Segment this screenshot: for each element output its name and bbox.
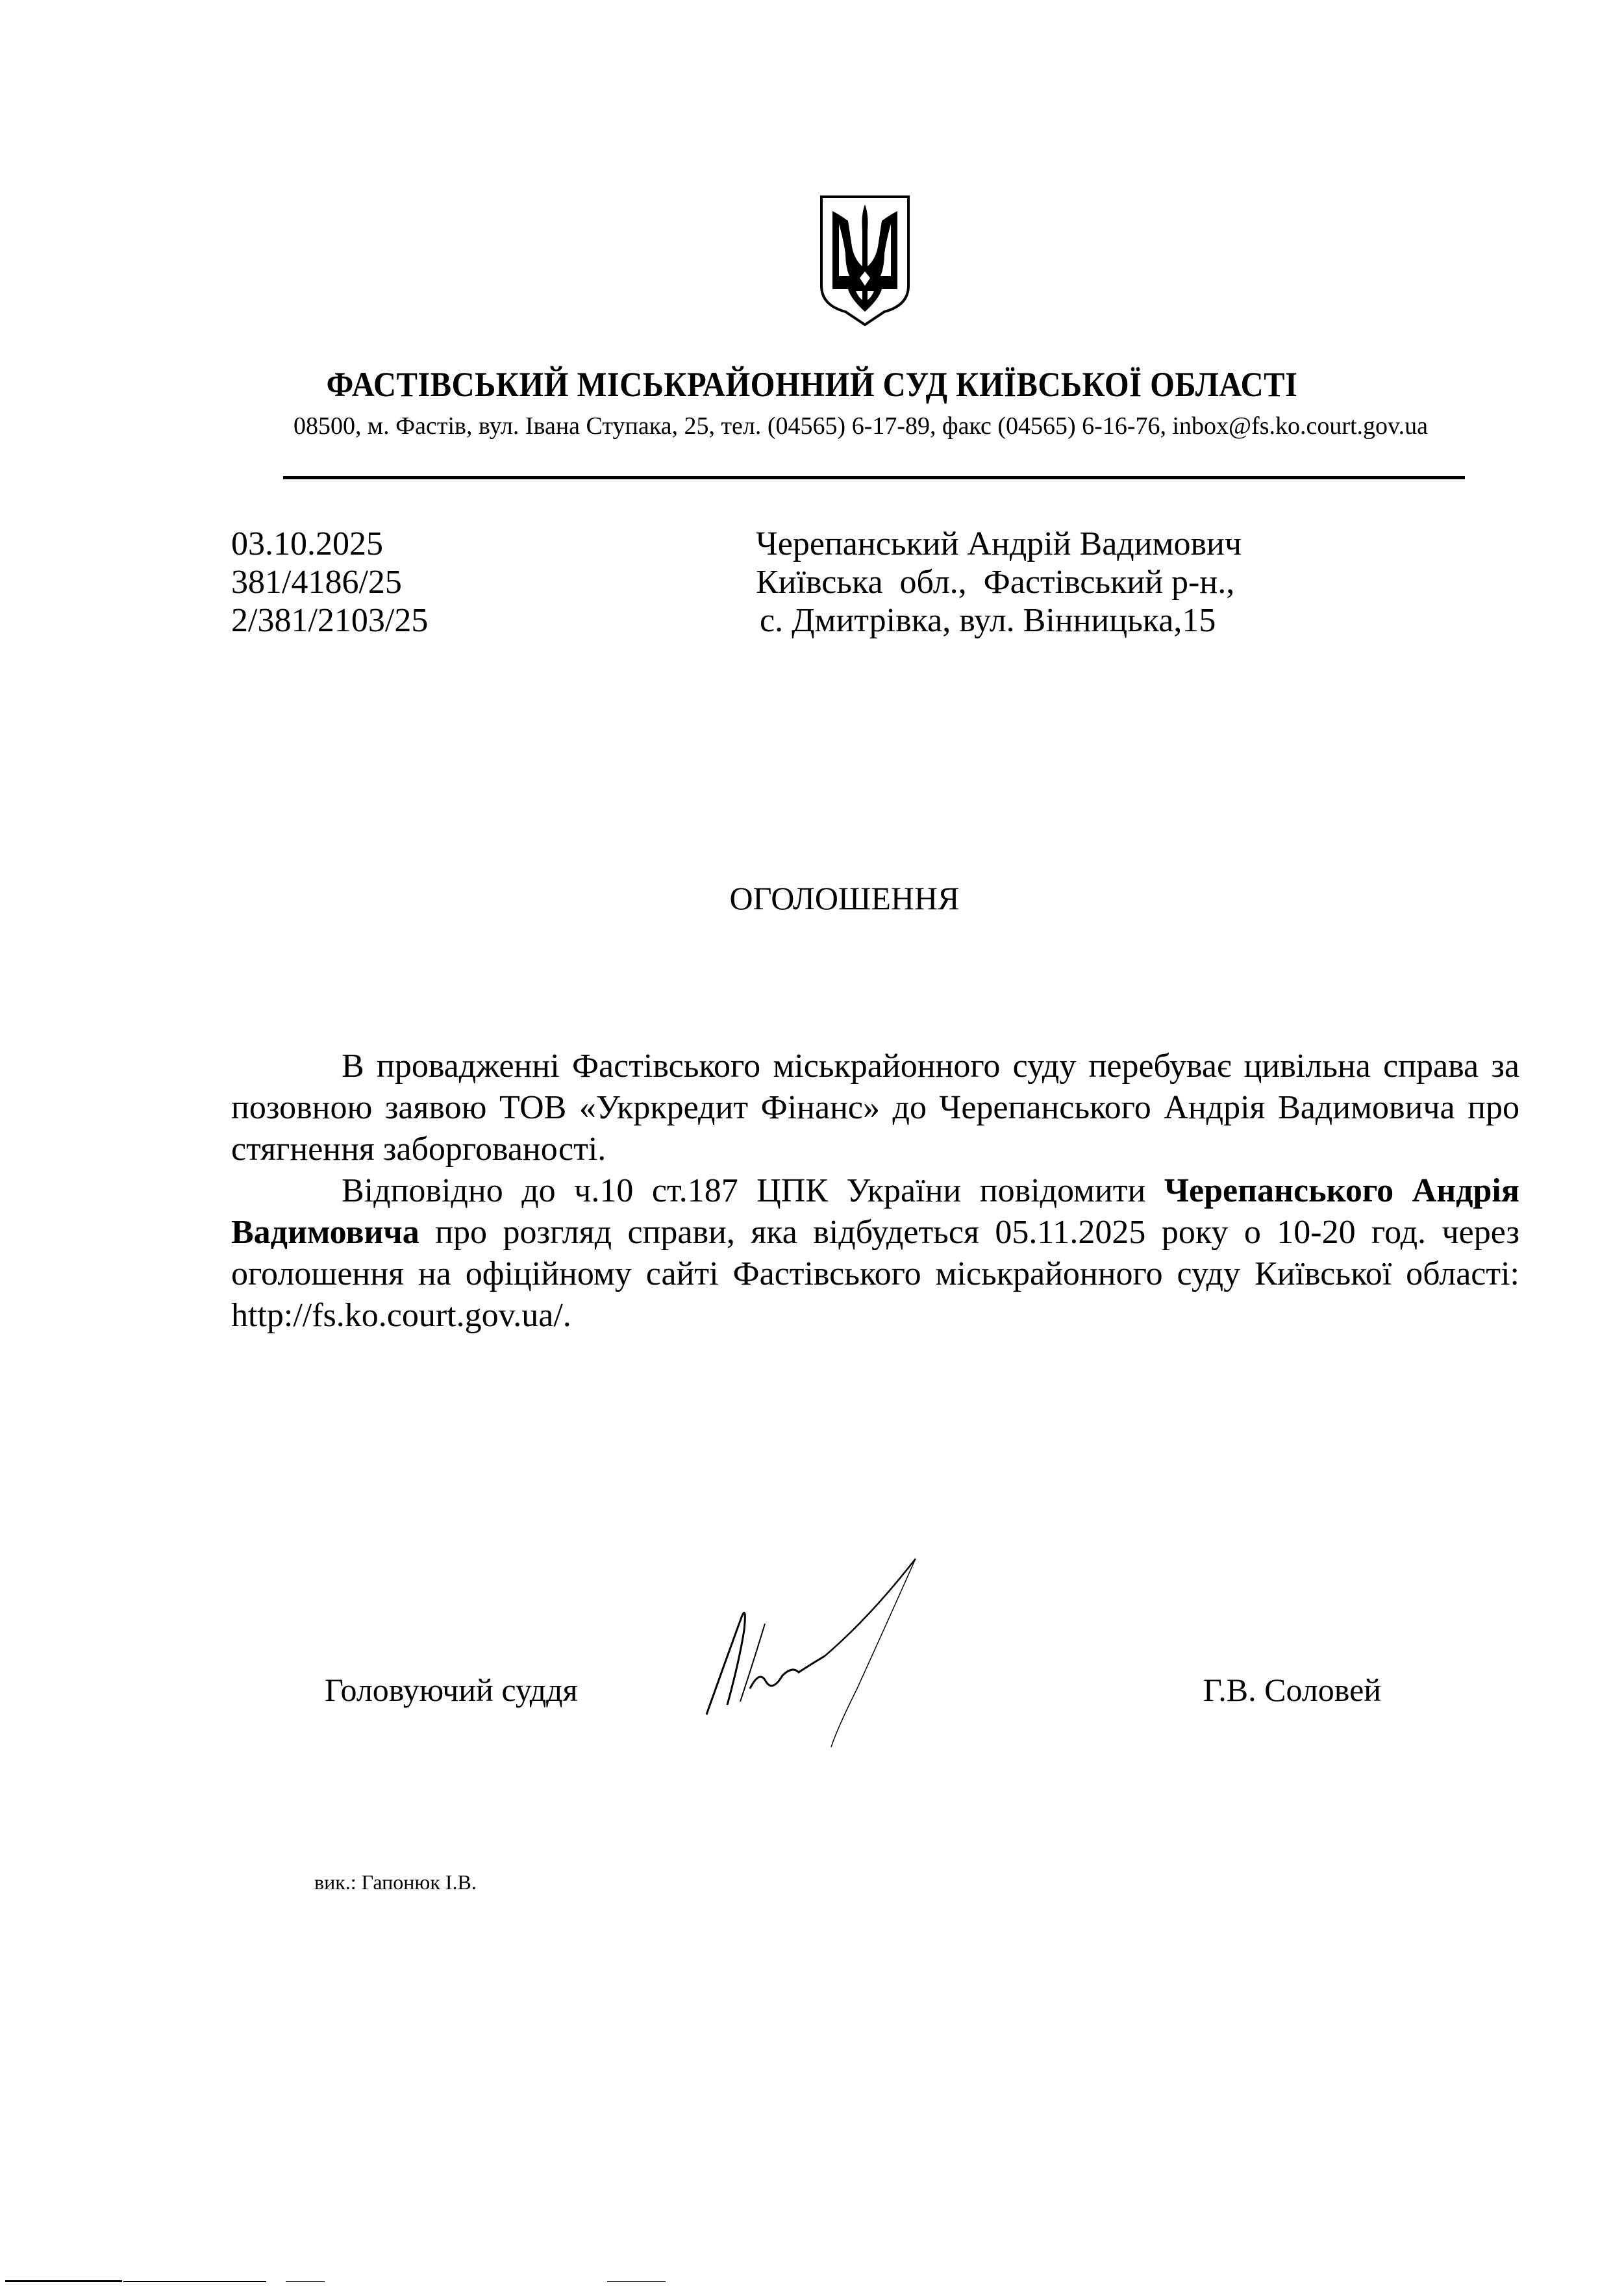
scan-artifact-lines [0,2280,779,2283]
outgoing-number: 381/4186/25 [231,564,402,601]
signatory-name: Г.В. Соловей [1203,1672,1382,1708]
document-date: 03.10.2025 [231,525,383,562]
document-meta [231,525,428,640]
case-number: 2/381/2103/25 [231,602,429,639]
recipient-address-line-2: с. Дмитрівка, вул. Вінницька,15 [760,602,1216,639]
signatory-role: Головуючий суддя [325,1672,578,1708]
signature-row [0,1670,1624,1722]
notice-title: ОГОЛОШЕННЯ [729,880,960,916]
defendant-name-bold: Черепанського Андрія Вадимовича [231,1172,1519,1251]
executor-note: вик.: Гапонюк І.В. [314,1870,477,1894]
header-divider [283,476,1465,479]
coat-of-arms-icon [819,195,910,328]
notice-body [231,1046,1519,1337]
notice-paragraph-2 [231,1170,1519,1337]
notice-paragraph-1: В провадженні Фастівського міськрайонного суду перебуває цивільна справа за позовною заявою ТОВ «Укркредит Фінанс» до Черепанського Андрія Вадимовича про стягнення заборгованості. [231,1048,1519,1168]
recipient-block [756,525,1242,640]
court-name-heading: ФАСТІВСЬКИЙ МІСЬКРАЙОННИЙ СУД КИЇВСЬКОЇ ОБЛАСТІ [326,365,1298,404]
recipient-address-line-1: Київська обл., Фастівський р-н., [756,564,1235,601]
handwritten-signature-icon [701,1552,1039,1760]
recipient-name: Черепанський Андрій Вадимович [756,525,1242,562]
paragraph-2-suffix: про розгляд справи, яка відбудеться 05.11.2025 року о 10-20 год. через оголошення на офіційному сайті Фастівського міськрайонного суду Київської області: http://fs.ko.court.gov.ua/. [231,1214,1519,1334]
court-address-line: 08500, м. Фастів, вул. Івана Ступака, 25, тел. (04565) 6-17-89, факс (04565) 6-16-76, inbox@fs.ko.court.gov.ua [294,412,1428,440]
paragraph-2-prefix: Відповідно до ч.10 ст.187 ЦПК України повідомити [342,1172,1164,1209]
